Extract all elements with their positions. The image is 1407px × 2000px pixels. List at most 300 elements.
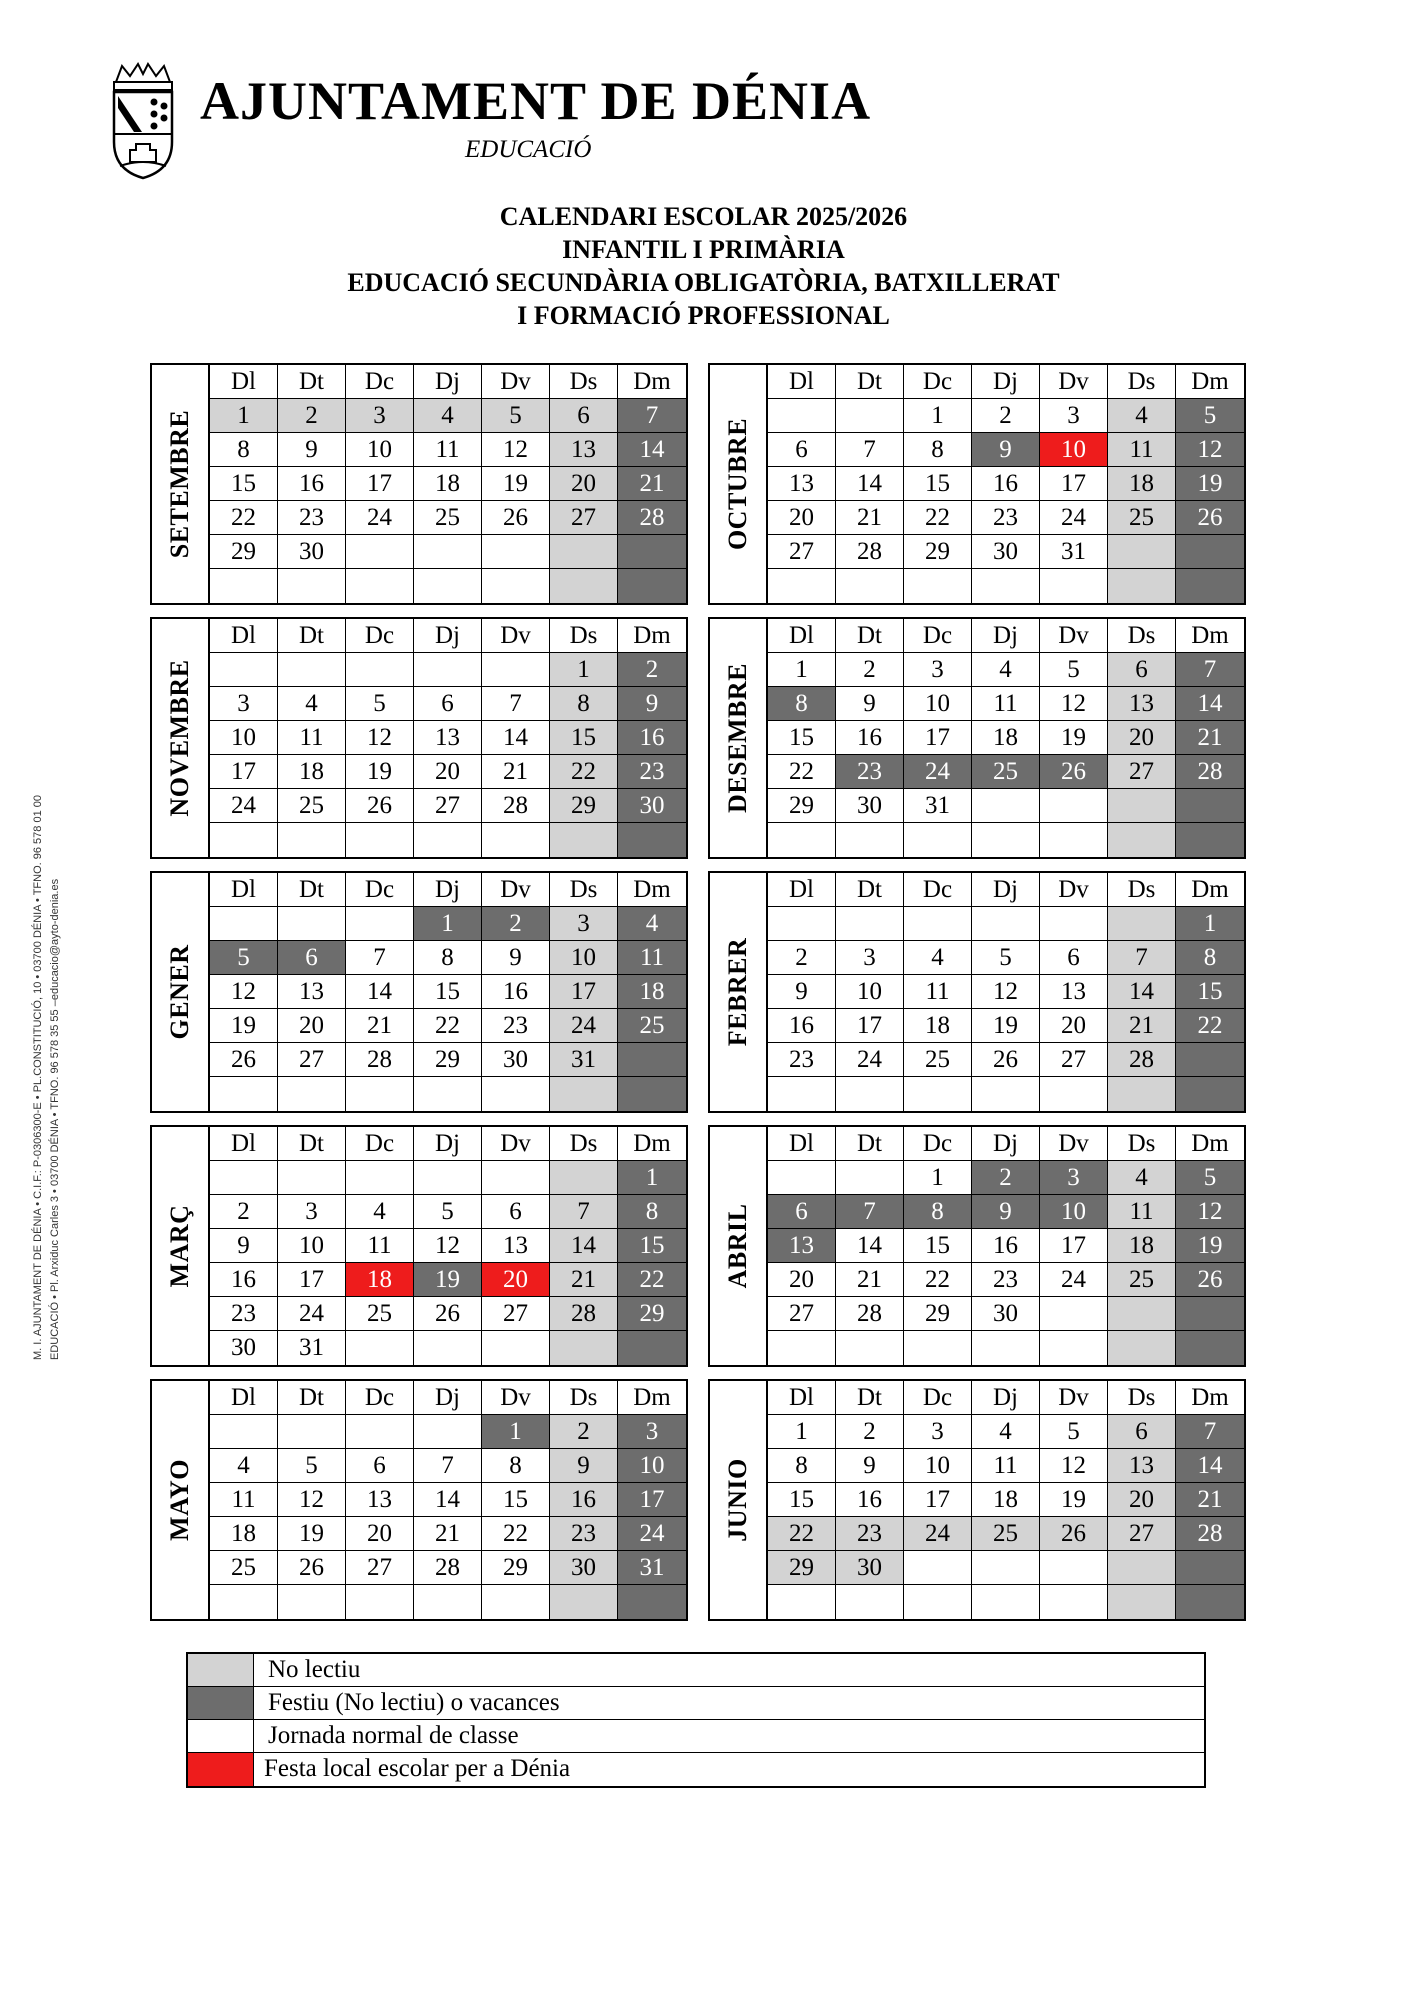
day-cell: 4 — [414, 399, 482, 433]
empty-cell — [210, 1585, 278, 1619]
empty-cell — [278, 1161, 346, 1195]
empty-cell — [972, 823, 1040, 857]
day-cell: 28 — [836, 1297, 904, 1331]
day-cell: 9 — [836, 687, 904, 721]
empty-cell — [1040, 907, 1108, 941]
month-name-column — [152, 365, 210, 603]
day-cell: 3 — [1040, 1161, 1108, 1195]
day-cell: 10 — [550, 941, 618, 975]
weekday-header: Dl — [210, 873, 278, 907]
day-cell: 5 — [414, 1195, 482, 1229]
day-cell: 29 — [904, 535, 972, 569]
empty-cell — [210, 1161, 278, 1195]
legend-swatch — [188, 1687, 254, 1719]
day-cell: 26 — [1176, 501, 1244, 535]
weekday-header: Dj — [972, 619, 1040, 653]
month-grid — [768, 1127, 1244, 1365]
day-cell: 2 — [836, 1415, 904, 1449]
legend-row — [188, 1654, 1204, 1687]
weekday-header: Dv — [482, 1127, 550, 1161]
day-cell: 4 — [278, 687, 346, 721]
day-cell: 13 — [414, 721, 482, 755]
day-cell: 20 — [550, 467, 618, 501]
empty-cell — [1176, 1297, 1244, 1331]
day-cell: 14 — [618, 433, 686, 467]
empty-cell — [618, 1331, 686, 1365]
empty-cell — [278, 653, 346, 687]
empty-cell — [414, 1415, 482, 1449]
empty-cell — [1040, 1551, 1108, 1585]
day-cell: 13 — [768, 1229, 836, 1263]
empty-cell — [768, 907, 836, 941]
weekday-header: Dt — [278, 1127, 346, 1161]
weekday-header: Dt — [278, 619, 346, 653]
weekday-header: Dj — [414, 1127, 482, 1161]
day-cell: 24 — [904, 755, 972, 789]
day-cell: 25 — [618, 1009, 686, 1043]
day-cell: 15 — [904, 1229, 972, 1263]
day-cell: 17 — [1040, 467, 1108, 501]
day-cell: 2 — [768, 941, 836, 975]
day-cell: 8 — [550, 687, 618, 721]
side-text-line: EDUCACIÓ • Pl. Arxiduc Carles 3 • 03700 DÉNIA • TFNO. 96 578 35 55 –educacio@ayto-denia.es — [49, 878, 61, 1360]
day-cell: 17 — [904, 1483, 972, 1517]
day-cell: 5 — [278, 1449, 346, 1483]
empty-cell — [210, 1415, 278, 1449]
day-cell: 6 — [550, 399, 618, 433]
weekday-header: Dm — [1176, 1127, 1244, 1161]
empty-cell — [836, 823, 904, 857]
empty-cell — [904, 1585, 972, 1619]
day-cell: 22 — [904, 501, 972, 535]
day-cell: 27 — [1040, 1043, 1108, 1077]
day-cell: 28 — [550, 1297, 618, 1331]
day-cell: 19 — [972, 1009, 1040, 1043]
day-cell: 19 — [1040, 1483, 1108, 1517]
empty-cell — [1108, 569, 1176, 603]
day-cell: 21 — [618, 467, 686, 501]
day-cell: 23 — [836, 755, 904, 789]
day-cell: 13 — [768, 467, 836, 501]
day-cell: 3 — [210, 687, 278, 721]
empty-cell — [346, 535, 414, 569]
day-cell: 3 — [904, 1415, 972, 1449]
day-cell: 14 — [414, 1483, 482, 1517]
day-cell: 3 — [346, 399, 414, 433]
month-grid — [210, 365, 686, 603]
empty-cell — [972, 1331, 1040, 1365]
day-cell: 4 — [210, 1449, 278, 1483]
day-cell: 18 — [904, 1009, 972, 1043]
month-name-column — [710, 1127, 768, 1365]
day-cell: 22 — [1176, 1009, 1244, 1043]
day-cell: 14 — [836, 1229, 904, 1263]
day-cell: 1 — [768, 1415, 836, 1449]
day-cell: 20 — [768, 1263, 836, 1297]
empty-cell — [1108, 535, 1176, 569]
day-cell: 15 — [210, 467, 278, 501]
day-cell: 10 — [904, 1449, 972, 1483]
empty-cell — [210, 823, 278, 857]
day-cell: 25 — [1108, 1263, 1176, 1297]
day-cell: 25 — [1108, 501, 1176, 535]
day-cell: 9 — [278, 433, 346, 467]
day-cell: 25 — [904, 1043, 972, 1077]
day-cell: 21 — [836, 501, 904, 535]
month-name: NOVEMBRE — [165, 659, 194, 817]
day-cell: 19 — [278, 1517, 346, 1551]
day-cell: 6 — [1108, 1415, 1176, 1449]
weekday-header: Dj — [414, 365, 482, 399]
day-cell: 29 — [210, 535, 278, 569]
empty-cell — [1108, 1551, 1176, 1585]
weekday-header: Dc — [904, 619, 972, 653]
day-cell: 14 — [1176, 1449, 1244, 1483]
month-grid — [210, 1127, 686, 1365]
day-cell: 9 — [482, 941, 550, 975]
weekday-header: Dj — [414, 873, 482, 907]
day-cell: 7 — [618, 399, 686, 433]
weekday-header: Dv — [1040, 1381, 1108, 1415]
empty-cell — [1040, 1077, 1108, 1111]
month-març — [150, 1125, 688, 1367]
empty-cell — [618, 1585, 686, 1619]
month-grid — [768, 619, 1244, 857]
day-cell: 22 — [414, 1009, 482, 1043]
day-cell: 8 — [904, 1195, 972, 1229]
day-cell: 14 — [550, 1229, 618, 1263]
day-cell: 5 — [482, 399, 550, 433]
weekday-header: Dj — [972, 873, 1040, 907]
legend-label: No lectiu — [268, 1656, 361, 1683]
org-subtitle: EDUCACIÓ — [465, 136, 592, 163]
weekday-header: Dv — [1040, 873, 1108, 907]
day-cell: 16 — [836, 1483, 904, 1517]
day-cell: 15 — [1176, 975, 1244, 1009]
day-cell: 12 — [210, 975, 278, 1009]
empty-cell — [278, 1585, 346, 1619]
day-cell: 11 — [972, 687, 1040, 721]
day-cell: 27 — [768, 535, 836, 569]
empty-cell — [210, 907, 278, 941]
month-junio — [708, 1379, 1246, 1621]
day-cell: 12 — [1176, 433, 1244, 467]
empty-cell — [1176, 789, 1244, 823]
day-cell: 30 — [972, 1297, 1040, 1331]
day-cell: 19 — [1176, 467, 1244, 501]
day-cell: 19 — [1040, 721, 1108, 755]
day-cell: 23 — [550, 1517, 618, 1551]
day-cell: 10 — [618, 1449, 686, 1483]
empty-cell — [414, 823, 482, 857]
day-cell: 22 — [550, 755, 618, 789]
empty-cell — [768, 569, 836, 603]
weekday-header: Dl — [768, 1127, 836, 1161]
month-name-column — [152, 873, 210, 1111]
day-cell: 17 — [278, 1263, 346, 1297]
month-name-column — [710, 1381, 768, 1619]
day-cell: 16 — [482, 975, 550, 1009]
empty-cell — [346, 823, 414, 857]
empty-cell — [1176, 1043, 1244, 1077]
empty-cell — [1108, 823, 1176, 857]
day-cell: 22 — [210, 501, 278, 535]
day-cell: 5 — [346, 687, 414, 721]
weekday-header: Ds — [550, 1381, 618, 1415]
day-cell: 20 — [1108, 721, 1176, 755]
day-cell: 24 — [904, 1517, 972, 1551]
day-cell: 1 — [768, 653, 836, 687]
day-cell: 15 — [550, 721, 618, 755]
day-cell: 6 — [414, 687, 482, 721]
empty-cell — [346, 907, 414, 941]
day-cell: 14 — [1176, 687, 1244, 721]
weekday-header: Dj — [972, 1381, 1040, 1415]
weekday-header: Dm — [618, 1381, 686, 1415]
day-cell: 3 — [618, 1415, 686, 1449]
weekday-header: Dl — [210, 619, 278, 653]
day-cell: 17 — [1040, 1229, 1108, 1263]
empty-cell — [482, 569, 550, 603]
day-cell: 21 — [836, 1263, 904, 1297]
day-cell: 7 — [482, 687, 550, 721]
day-cell: 31 — [904, 789, 972, 823]
day-cell: 27 — [414, 789, 482, 823]
day-cell: 16 — [972, 1229, 1040, 1263]
day-cell: 1 — [482, 1415, 550, 1449]
day-cell: 24 — [550, 1009, 618, 1043]
empty-cell — [482, 1331, 550, 1365]
day-cell: 8 — [414, 941, 482, 975]
weekday-header: Ds — [1108, 619, 1176, 653]
day-cell: 16 — [972, 467, 1040, 501]
empty-cell — [482, 535, 550, 569]
day-cell: 23 — [972, 1263, 1040, 1297]
empty-cell — [618, 1077, 686, 1111]
empty-cell — [210, 1077, 278, 1111]
weekday-header: Dc — [346, 873, 414, 907]
empty-cell — [346, 1077, 414, 1111]
day-cell: 6 — [482, 1195, 550, 1229]
day-cell: 21 — [414, 1517, 482, 1551]
coat-of-arms-icon — [108, 62, 178, 180]
month-name: FEBRER — [723, 937, 752, 1047]
day-cell: 3 — [1040, 399, 1108, 433]
day-cell: 5 — [1040, 1415, 1108, 1449]
empty-cell — [278, 907, 346, 941]
day-cell: 3 — [836, 941, 904, 975]
day-cell: 26 — [414, 1297, 482, 1331]
day-cell: 1 — [618, 1161, 686, 1195]
day-cell: 8 — [904, 433, 972, 467]
empty-cell — [1040, 823, 1108, 857]
day-cell: 9 — [618, 687, 686, 721]
month-name: SETEMBRE — [165, 409, 194, 559]
weekday-header: Dv — [1040, 1127, 1108, 1161]
day-cell: 19 — [210, 1009, 278, 1043]
day-cell: 24 — [210, 789, 278, 823]
empty-cell — [482, 1585, 550, 1619]
day-cell: 22 — [768, 755, 836, 789]
weekday-header: Dm — [1176, 619, 1244, 653]
day-cell: 7 — [836, 433, 904, 467]
day-cell: 18 — [972, 721, 1040, 755]
month-grid — [768, 365, 1244, 603]
day-cell: 16 — [618, 721, 686, 755]
day-cell: 2 — [482, 907, 550, 941]
day-cell: 26 — [1040, 1517, 1108, 1551]
day-cell: 8 — [618, 1195, 686, 1229]
day-cell: 27 — [550, 501, 618, 535]
day-cell: 6 — [1040, 941, 1108, 975]
empty-cell — [972, 789, 1040, 823]
empty-cell — [904, 569, 972, 603]
month-mayo — [150, 1379, 688, 1621]
day-cell: 27 — [482, 1297, 550, 1331]
empty-cell — [618, 535, 686, 569]
month-novembre — [150, 617, 688, 859]
day-cell: 21 — [1108, 1009, 1176, 1043]
day-cell: 4 — [904, 941, 972, 975]
day-cell: 26 — [346, 789, 414, 823]
empty-cell — [278, 1415, 346, 1449]
empty-cell — [618, 569, 686, 603]
day-cell: 9 — [768, 975, 836, 1009]
day-cell: 15 — [618, 1229, 686, 1263]
day-cell: 9 — [210, 1229, 278, 1263]
weekday-header: Dv — [482, 619, 550, 653]
day-cell: 25 — [210, 1551, 278, 1585]
empty-cell — [768, 1161, 836, 1195]
day-cell: 3 — [550, 907, 618, 941]
empty-cell — [1040, 569, 1108, 603]
day-cell: 19 — [1176, 1229, 1244, 1263]
empty-cell — [1108, 1077, 1176, 1111]
weekday-header: Ds — [1108, 1127, 1176, 1161]
day-cell: 14 — [482, 721, 550, 755]
day-cell: 10 — [278, 1229, 346, 1263]
day-cell: 11 — [904, 975, 972, 1009]
empty-cell — [1176, 1077, 1244, 1111]
legend-row — [188, 1753, 1204, 1786]
day-cell: 28 — [346, 1043, 414, 1077]
day-cell: 23 — [836, 1517, 904, 1551]
side-address-text — [30, 795, 64, 1360]
empty-cell — [414, 1077, 482, 1111]
month-febrer — [708, 871, 1246, 1113]
day-cell: 20 — [346, 1517, 414, 1551]
month-setembre — [150, 363, 688, 605]
weekday-header: Dl — [768, 1381, 836, 1415]
day-cell: 13 — [1108, 1449, 1176, 1483]
day-cell: 10 — [210, 721, 278, 755]
empty-cell — [278, 569, 346, 603]
empty-cell — [904, 1551, 972, 1585]
empty-cell — [972, 1551, 1040, 1585]
day-cell: 25 — [278, 789, 346, 823]
empty-cell — [904, 823, 972, 857]
empty-cell — [1040, 789, 1108, 823]
legend-swatch — [188, 1654, 254, 1686]
empty-cell — [550, 1331, 618, 1365]
month-name-column — [710, 365, 768, 603]
month-name: JUNIO — [723, 1458, 752, 1542]
empty-cell — [904, 1077, 972, 1111]
day-cell: 5 — [1176, 399, 1244, 433]
empty-cell — [1108, 1331, 1176, 1365]
weekday-header: Dv — [1040, 365, 1108, 399]
empty-cell — [414, 1331, 482, 1365]
day-cell: 11 — [414, 433, 482, 467]
day-cell: 26 — [1176, 1263, 1244, 1297]
day-cell: 23 — [278, 501, 346, 535]
empty-cell — [1108, 907, 1176, 941]
weekday-header: Dl — [210, 1381, 278, 1415]
day-cell: 9 — [972, 433, 1040, 467]
day-cell: 6 — [768, 1195, 836, 1229]
empty-cell — [414, 1585, 482, 1619]
empty-cell — [1176, 1551, 1244, 1585]
empty-cell — [1176, 1331, 1244, 1365]
day-cell: 11 — [1108, 1195, 1176, 1229]
day-cell: 4 — [346, 1195, 414, 1229]
empty-cell — [1176, 1585, 1244, 1619]
day-cell: 6 — [278, 941, 346, 975]
day-cell: 15 — [768, 721, 836, 755]
day-cell: 1 — [414, 907, 482, 941]
day-cell: 20 — [768, 501, 836, 535]
month-octubre — [708, 363, 1246, 605]
empty-cell — [346, 569, 414, 603]
day-cell: 1 — [904, 399, 972, 433]
day-cell: 29 — [904, 1297, 972, 1331]
day-cell: 19 — [482, 467, 550, 501]
empty-cell — [768, 1331, 836, 1365]
day-cell: 28 — [1176, 1517, 1244, 1551]
day-cell: 31 — [618, 1551, 686, 1585]
day-cell: 28 — [836, 535, 904, 569]
day-cell: 2 — [278, 399, 346, 433]
day-cell: 4 — [972, 653, 1040, 687]
day-cell: 22 — [904, 1263, 972, 1297]
legend — [186, 1652, 1206, 1788]
day-cell: 17 — [836, 1009, 904, 1043]
day-cell: 18 — [618, 975, 686, 1009]
month-grid — [768, 1381, 1244, 1619]
day-cell: 13 — [482, 1229, 550, 1263]
day-cell: 17 — [550, 975, 618, 1009]
empty-cell — [1108, 1585, 1176, 1619]
legend-swatch — [188, 1720, 254, 1752]
day-cell: 17 — [210, 755, 278, 789]
day-cell: 27 — [1108, 1517, 1176, 1551]
weekday-header: Dt — [836, 873, 904, 907]
day-cell: 29 — [414, 1043, 482, 1077]
empty-cell — [414, 535, 482, 569]
day-cell: 3 — [904, 653, 972, 687]
day-cell: 11 — [1108, 433, 1176, 467]
empty-cell — [414, 1161, 482, 1195]
empty-cell — [972, 907, 1040, 941]
empty-cell — [482, 1161, 550, 1195]
day-cell: 25 — [972, 755, 1040, 789]
day-cell: 27 — [278, 1043, 346, 1077]
empty-cell — [414, 653, 482, 687]
weekday-header: Dc — [904, 365, 972, 399]
day-cell: 18 — [278, 755, 346, 789]
day-cell: 16 — [278, 467, 346, 501]
day-cell: 15 — [482, 1483, 550, 1517]
